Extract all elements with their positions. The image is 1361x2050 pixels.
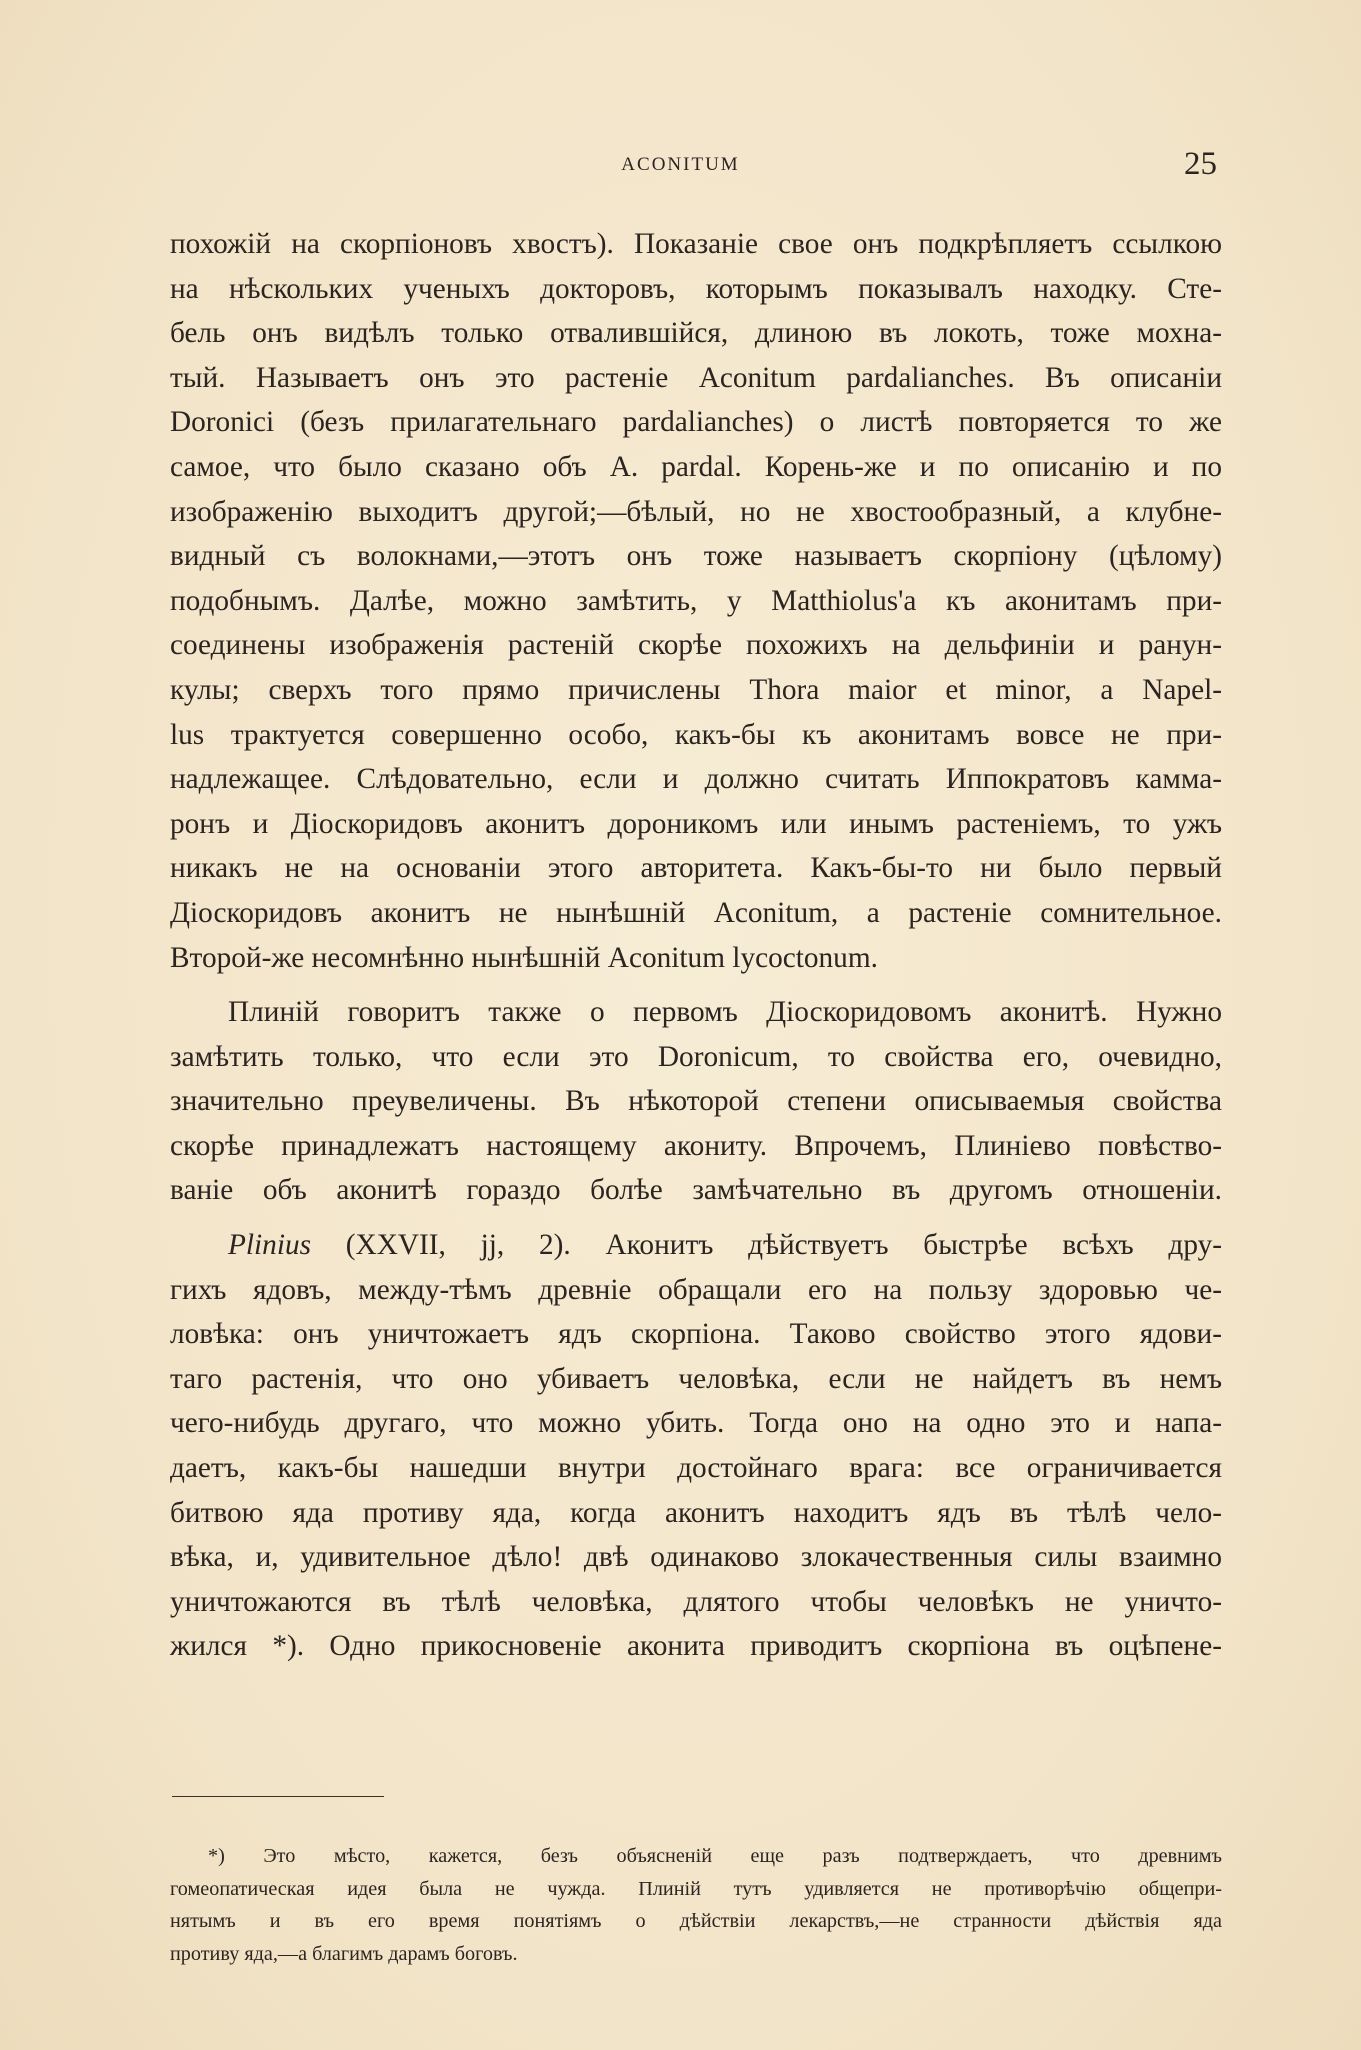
italic-author: Plinius bbox=[228, 1229, 312, 1262]
page-number: 25 bbox=[1184, 146, 1217, 182]
text-line: бель онъ видѣлъ только отвалившiйся, длиною въ локоть, тоже мохна- bbox=[170, 317, 1222, 350]
text-line: похожiй на скорпiоновъ хвостъ). Показанiе свое онъ подкрѣпляетъ ссылкою bbox=[170, 228, 1222, 260]
footnote-line: гомеопатическая идея была не чужда. Плинiй тутъ удивляется не противорѣчiю общепри- bbox=[170, 1877, 1222, 1900]
text-line: никакъ не на основанiи этого авторитета. Какъ-бы-то ни было первый bbox=[170, 852, 1222, 885]
paragraph-3 bbox=[170, 1223, 1222, 1669]
text-line: ронъ и Дiоскоридовъ аконитъ дороникомъ или инымъ растенiемъ, то ужъ bbox=[170, 807, 1222, 840]
text-line: даетъ, какъ-бы нашедши внутри достойнаго врага: все ограничивается bbox=[170, 1452, 1222, 1485]
footnote-line: противу яда,—а благимъ дарамъ боговъ. bbox=[170, 1942, 518, 1965]
text-line: битвою яда противу яда, когда аконитъ находитъ ядъ въ тѣлѣ чело- bbox=[170, 1496, 1222, 1529]
paragraph-2 bbox=[170, 990, 1222, 1213]
text-line: тый. Называетъ онъ это растенiе Aconitum pardalianches. Въ описанiи bbox=[170, 361, 1222, 394]
text-line: изображенiю выходитъ другой;—бѣлый, но не хвостообразный, а клубне- bbox=[170, 495, 1222, 528]
text-line: соединены изображенiя растенiй скорѣе похожихъ на дельфинiи и ранун- bbox=[170, 629, 1222, 662]
footnote-line: *) Это мѣсто, кажется, безъ объясненiй еще разъ подтверждаетъ, что древнимъ bbox=[208, 1845, 1222, 1867]
text-line: ловѣка: онъ уничтожаетъ ядъ скорпiона. Таково свойство этого ядови- bbox=[170, 1318, 1222, 1351]
text-line: Дiоскоридовъ аконитъ не нынѣшнiй Aconitum, а растенiе сомнительное. bbox=[170, 896, 1222, 929]
text-line: Plinius (XXVII, jj, 2). Аконитъ дѣйствуетъ быстрѣе всѣхъ дру- bbox=[228, 1229, 1222, 1262]
running-title: ACONITUM bbox=[621, 154, 740, 175]
footnote-divider bbox=[172, 1796, 384, 1797]
text-line: Второй-же несомнѣнно нынѣшнiй Aconitum lycoctonum. bbox=[170, 941, 878, 974]
text-line: жился *). Одно прикосновенiе аконита приводитъ скорпiона въ оцѣпене- bbox=[170, 1630, 1222, 1663]
text-line: уничтожаются въ тѣлѣ человѣка, длятого чтобы человѣкъ не уничто- bbox=[170, 1585, 1222, 1618]
text-line: Плинiй говоритъ также о первомъ Дiоскоридовомъ аконитѣ. Нужно bbox=[228, 996, 1222, 1029]
text-line: надлежащее. Слѣдовательно, если и должно считать Иппократовъ камма- bbox=[170, 763, 1222, 796]
paragraph-1 bbox=[170, 222, 1222, 980]
text-line: кулы; сверхъ того прямо причислены Thora maior et minor, а Napel- bbox=[170, 673, 1222, 706]
text-line: самое, что было сказано объ A. pardal. Корень-же и по описанiю и по bbox=[170, 450, 1222, 483]
text-line: на нѣскольких ученыхъ докторовъ, которымъ показывалъ находку. Сте- bbox=[170, 272, 1222, 305]
text-line: lus трактуется совершенно особо, какъ-бы къ аконитамъ вовсе не при- bbox=[170, 718, 1222, 751]
text-line: таго растенiя, что оно убиваетъ человѣка, если не найдетъ въ немъ bbox=[170, 1362, 1222, 1395]
text-line: видный съ волокнами,—этотъ онъ тоже называетъ скорпiону (цѣлому) bbox=[170, 540, 1222, 573]
text-line: скорѣе принадлежатъ настоящему акониту. Впрочемъ, Плинiево повѣство- bbox=[170, 1129, 1222, 1162]
text-line: замѣтить только, что если это Doronicum, то свойства его, очевидно, bbox=[170, 1040, 1222, 1073]
footnote-line: нятымъ и въ его время понятiямъ о дѣйствiи лекарствъ,—не странности дѣйствiя яда bbox=[170, 1910, 1222, 1932]
text-line: гихъ ядовъ, между-тѣмъ древнiе обращали его на пользу здоровью че- bbox=[170, 1273, 1222, 1306]
text-line: Doronici (безъ прилагательнаго pardalianches) о листѣ повторяется то же bbox=[170, 406, 1222, 439]
body-text bbox=[170, 222, 1222, 1669]
text-line: вѣка, и, удивительное дѣло! двѣ одинаково злокачественныя силы взаимно bbox=[170, 1541, 1222, 1574]
running-head bbox=[0, 146, 1361, 190]
text-line: подобнымъ. Далѣе, можно замѣтить, у Matthiolus'a къ аконитамъ при- bbox=[170, 584, 1222, 617]
text-line: значительно преувеличены. Въ нѣкоторой степени описываемыя свойства bbox=[170, 1085, 1222, 1118]
text-line: ванiе объ аконитѣ гораздо болѣе замѣчательно въ другомъ отношенiи. bbox=[170, 1174, 1222, 1207]
footnote bbox=[170, 1840, 1222, 1970]
text-line: чего-нибудь другаго, что можно убить. Тогда оно на одно это и напа- bbox=[170, 1407, 1222, 1440]
